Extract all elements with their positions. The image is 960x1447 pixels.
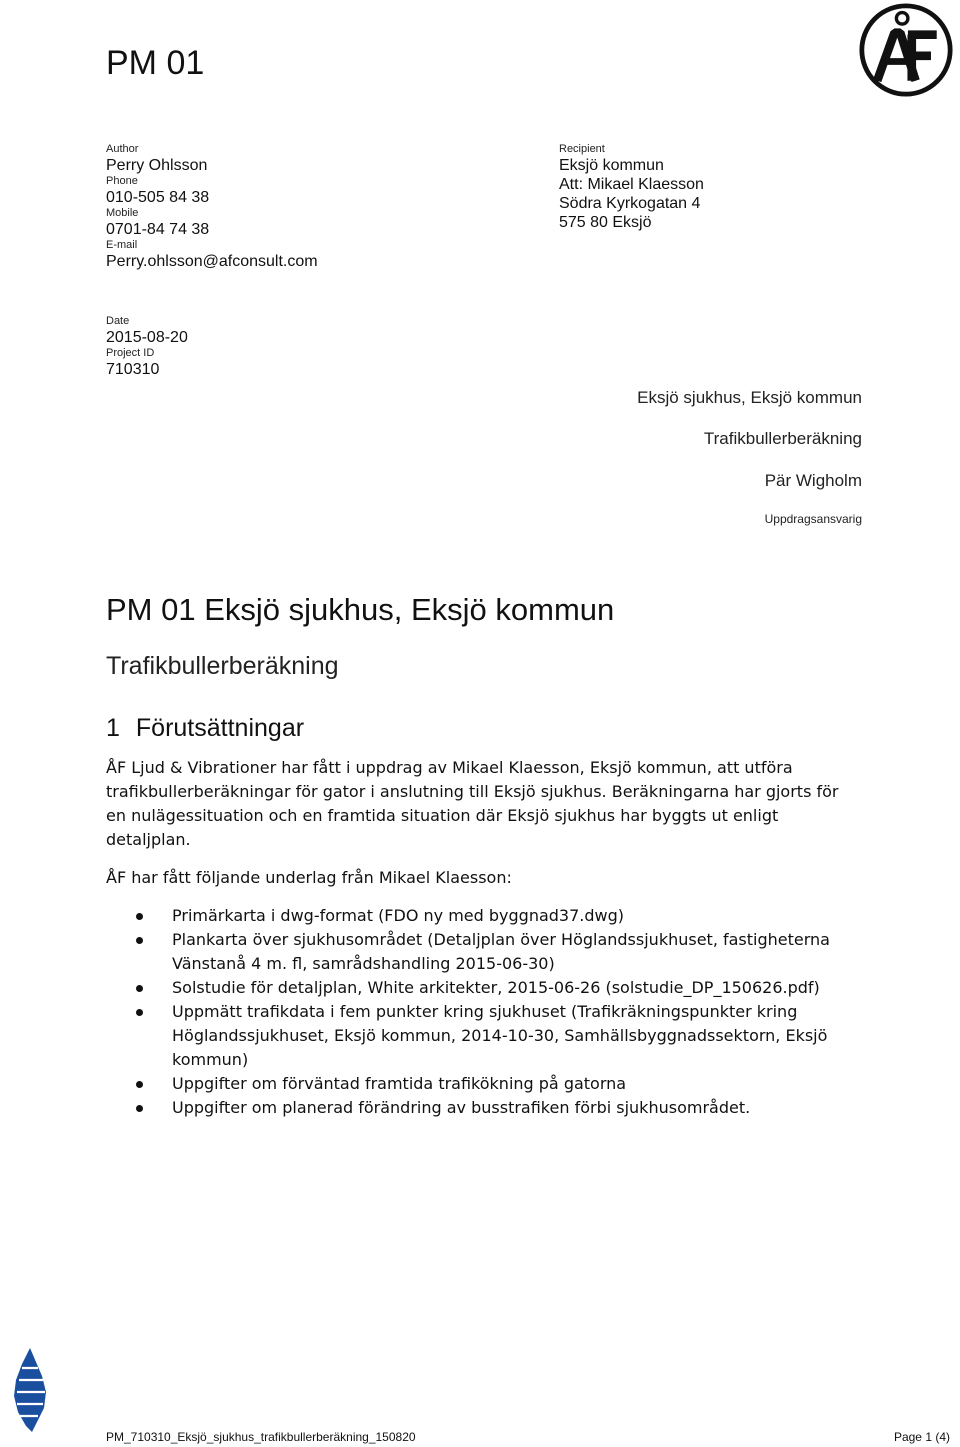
document-title: PM 01 — [106, 44, 205, 82]
list-item: Primärkarta i dwg-format (FDO ny med byggnad37.dwg) — [136, 904, 836, 928]
intro-paragraph: ÅF Ljud & Vibrationer har fått i uppdrag av Mikael Klaesson, Eksjö kommun, att utföra trafikbullerberäkningar för gator i anslutning till Eksjö sjukhus. Beräkningarna har gjorts för en nulägessituation och en framtida situation där Eksjö sjukhus har byggts ut enligt detaljplan. — [106, 758, 839, 849]
bullet-icon — [136, 1009, 143, 1016]
mobile-label: Mobile — [106, 207, 139, 219]
list-item: Uppmätt trafikdata i fem punkter kring sjukhuset (Trafikräkningspunkter kring Höglandssjukhuset, Eksjö kommun, 2014-10-30, Samhällsbyggnadssektorn, Eksjö kommun) — [136, 1000, 836, 1072]
responsible-role: Uppdragsansvarig — [764, 512, 862, 526]
meta-block — [106, 315, 188, 379]
project-id-label: Project ID — [106, 347, 155, 359]
footer-filename: PM_710310_Eksjö_sjukhus_trafikbullerberäkning_150820 — [106, 1430, 416, 1444]
bullet-icon — [136, 985, 143, 992]
recipient-line: Södra Kyrkogatan 4 — [559, 195, 701, 212]
date-label: Date — [106, 315, 130, 327]
section-number: 1 — [106, 714, 120, 742]
bullet-icon — [136, 1105, 143, 1112]
list-item: Plankarta över sjukhusområdet (Detaljplan över Höglandssjukhuset, fastigheterna Vänstanå 4 m. fl, samrådshandling 2015-06-30) — [136, 928, 836, 976]
bullet-icon — [136, 913, 143, 920]
main-subheading: Trafikbullerberäkning — [106, 652, 339, 680]
list-item: Uppgifter om planerad förändring av busstrafiken förbi sjukhusområdet. — [136, 1096, 836, 1120]
phone-label: Phone — [106, 175, 138, 187]
section-title: Förutsättningar — [135, 714, 305, 742]
date-value: 2015-08-20 — [106, 329, 188, 346]
af-logo-icon — [858, 2, 954, 98]
recipient-line: 575 80 Eksjö — [559, 214, 652, 231]
recipient-block — [559, 143, 704, 232]
project-id-value: 710310 — [106, 361, 160, 378]
recipient-line: Att: Mikael Klaesson — [559, 176, 704, 193]
list-item: Uppgifter om förväntad framtida trafikökning på gatorna — [136, 1072, 836, 1096]
email-address: Perry.ohlsson@afconsult.com — [106, 253, 318, 270]
section-heading — [106, 714, 304, 743]
email-label: E-mail — [106, 239, 138, 251]
recipient-line: Eksjö kommun — [559, 157, 664, 174]
project-name: Eksjö sjukhus, Eksjö kommun — [637, 388, 862, 407]
list-item: Solstudie för detaljplan, White arkitekter, 2015-06-26 (solstudie_DP_150626.pdf) — [136, 976, 836, 1000]
author-label: Author — [106, 143, 139, 155]
materials-intro: ÅF har fått följande underlag från Mikael Klaesson: — [106, 868, 512, 887]
footer-page-number: Page 1 (4) — [893, 1430, 950, 1444]
main-heading: PM 01 Eksjö sjukhus, Eksjö kommun — [106, 592, 615, 627]
recipient-label: Recipient — [559, 143, 605, 155]
responsible-person: Pär Wigholm — [764, 471, 862, 490]
mobile-number: 0701-84 74 38 — [106, 221, 210, 238]
sender-block — [106, 143, 318, 271]
phone-number: 010-505 84 38 — [106, 189, 210, 206]
bullet-icon — [136, 937, 143, 944]
shell-icon — [8, 1346, 52, 1436]
bullet-icon — [136, 1081, 143, 1088]
author-name: Perry Ohlsson — [106, 157, 208, 174]
project-subject: Trafikbullerberäkning — [703, 429, 862, 448]
materials-list — [136, 904, 836, 1120]
